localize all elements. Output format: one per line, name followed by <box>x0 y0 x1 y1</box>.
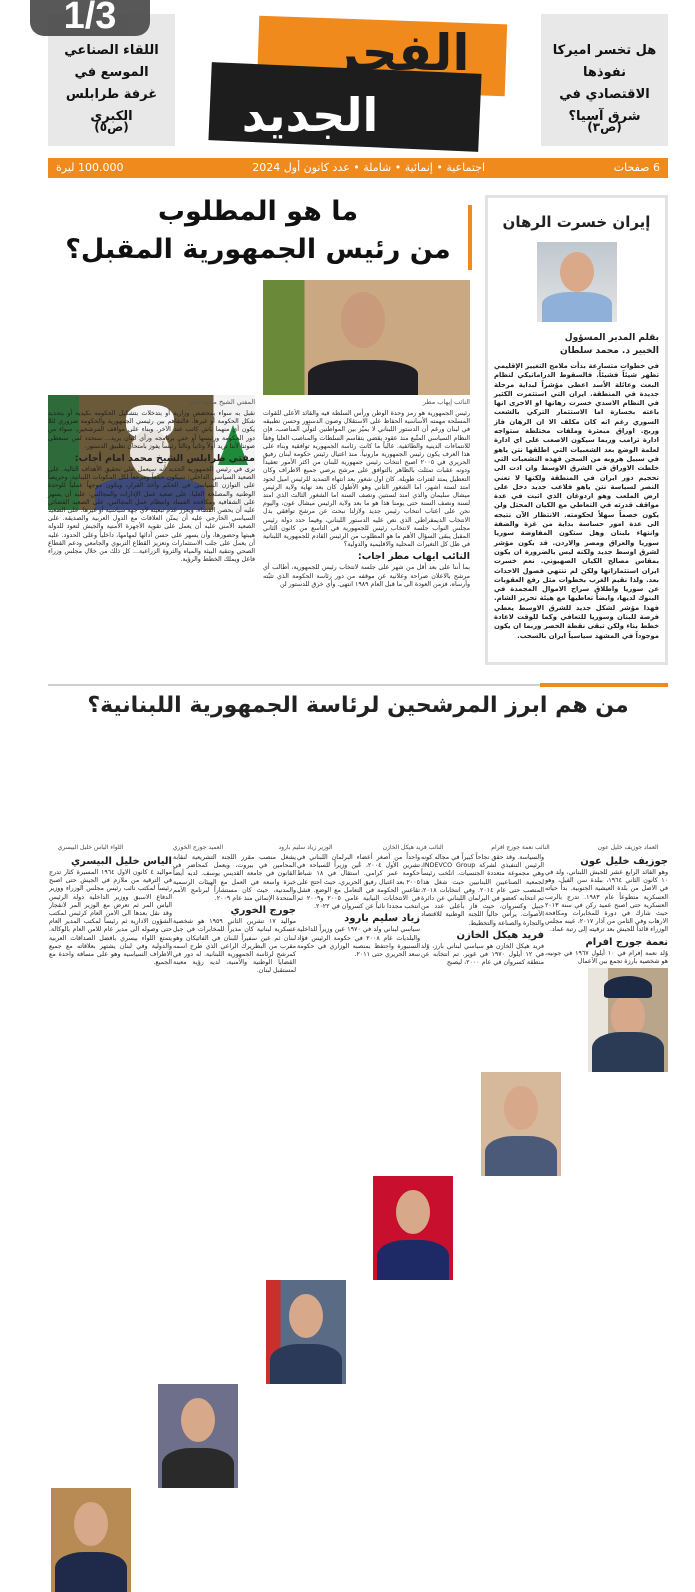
candidate-photo <box>373 1176 453 1280</box>
candidate-bio-column: يشغل منصب مقرر اللجنة التشريعية لنقابة المحامين في بيروت، ويعمل كمحاضر في القانون في جامعة القديس يوسف. لديه أيضاً خبرة واسعة في العمل مع الهيئات الرسمية والمدنية، حيث كان مستشاراً لبرنامج الأمم المتحدة الإنمائي منذ عام ٢٠٠٩. جورج الخوري مواليد ١٧ تشرين الثاني ١٩٥٩ هو شخصية عسكرية لبنانية كان مديراً للمخابرات في جبل لبنان ثم عين سفيراً للبنان في الفاتيكان وهو مقرب من البطريرك الراعي الذي طرح اسمه كمرشح لرئاسة الجمهورية اللبنانية. له دور في القضايا الوطنية والأمنية، لديه رؤية معينة لمستقبل لبنان. <box>173 854 296 975</box>
photo-ihab-matar <box>263 280 470 395</box>
candidate-caption: الوزير زياد سليم بارود <box>278 844 333 851</box>
masthead-logo-line1: الفجر <box>330 24 470 82</box>
teaser-page: (ص٣) <box>587 120 622 134</box>
author-photo <box>537 242 617 322</box>
candidate-bio-column: الياس خليل البيسري مواليد ٤ كانون الاول ١٩٦٤ المسيرة كثار تدرج في الترقية من ملازم في الجيش حتى اصبح رئيساً لمكتب نائب رئيس مجلس الوزراء ووزير الدفاع الاسبق ووزير الداخلية دولة الرئيس الياس المر ثم تعرض مع الوزير المر لانفجار وقد نقل بعدها الى الامن العام كرئيس لمكتب الشؤون الادارية ثم رئيساً لمكتب المدير العام حتى وصوله الى مدير عام للامن العام بالوكالة. يتمتع اللواء بيسري بافضل الصداقات العربية والدولية وفي لبنان يشتهر بعلاقاته مع جميع الاطراف السياسية وهو على مسافة واحدة مع الجميع. <box>49 856 172 967</box>
candidate-name: جورج الخوري <box>230 905 296 917</box>
candidate-name: فريد هيكل الخازن <box>456 929 544 941</box>
teaser-right[interactable] <box>541 14 668 146</box>
candidates-headline[interactable]: من هم ابرز المرشحين لرئاسة الجمهورية اللبنانية؟ <box>87 693 629 718</box>
candidate-photo <box>51 1488 131 1592</box>
teaser-title: هل تخسر اميركا نفوذها الاقتصادي في شرق آسيا؟ <box>552 43 657 124</box>
candidate-bio-column: والسياسة. وقد حقق نجاحاً كبيراً في مجاله كونه الرئيس التنفيذي لشركة INDEVCO Group، وهي مجموعة متعددة الجنسيات. انتُخب رئيساً لجمعية الصناعيين اللبنانيين حيث شغل هذا المنصب حتى عام ٢٠١٤. وفي انتخابات ٢٠١٨، تم انتخابه كعضو في البرلمان اللبناني عن دائرة جبيل وكسروان، حيث فاز بأعلى عدد من الأصوات. يرأس حالياً اللجنة الوطنية للاقتصاد والتجارة والصناعة والتخطيط. فريد هيكل الخازن فريد هيكل الخازن هو سياسي لبناني بارز، وُلد في ١٢ أيلول ١٩٧٠ في غوير. تم انتخابه عن منطقة كسروان في عام ٢٠٠٠، ليصبح <box>421 854 545 967</box>
candidate-name: زياد سليم بارود <box>344 913 420 925</box>
candidate-name: جوزيف خليل عون <box>580 856 668 867</box>
candidate-caption: النائب فريد هيكل الخازن <box>382 844 444 851</box>
candidate-photo <box>588 968 668 1072</box>
section-divider-accent <box>540 683 668 687</box>
candidate-bio-column: واحداً من أصغر أعضاء البرلمان اللبناني في تشرين الأول ٢٠٠٤، عُين وزيراً للسياحة في حكومة عمر كرامي. استقال في ١٨ شباط ٢٠٠٥ بعد اغتيال رفيق الحريري، حيث احتج على تقاعس الحكومة في التعامل مع الوضع. فشل في الانتخابات النيابية عامي ٢٠٠٥ و٢٠٠٩ ثم انتخب مجددا نائباً عن كسروان في ٢٠٢٢. زياد سليم بارود سياسي لبناني ولد في ١٩٧٠ عين وزيراً للداخلية والبلديات عام ٢٠٠٨ في حكومة الرئيس فؤاد السنيورة واحتفظ بمنصبه الوزاري في حكومة سعد الحريري حتى ٢٠١١. <box>297 854 421 959</box>
candidate-name: نعمة جورج افرام <box>585 936 668 948</box>
matar-answer: بما أننا على بعد أقل من شهر على جلسة لانتخاب رئيس للجمهورية، أطالب أي مرشح بالاعلان صراحة وعلانية عن موقفه من دور رئاسة الحكومة الذي تثبّته وأرساه، فزمن العودة الى ما قبل العام ١٩٨٩ انتهى. وأي خرق للدستور لن <box>263 564 470 588</box>
main-headline[interactable]: ما هو المطلوب من رئيس الجمهورية المقبل؟ <box>65 196 451 265</box>
candidate-caption: العماد جوزيف خليل عون <box>597 844 659 851</box>
editorial-sidebar <box>485 195 668 665</box>
subheading-imam: مفتي طرابلس الشيخ محمد امام أجاب: <box>74 453 255 465</box>
candidate-photo <box>266 1280 346 1384</box>
candidate-caption: النائب نعمة جورج افرام <box>491 844 550 851</box>
tagline: اجتماعية • إنمائية • شاملة • عدد كانون أول 2024 <box>252 161 485 174</box>
candidate-photo <box>481 1072 561 1176</box>
page-counter-badge: 1/3 <box>30 0 150 36</box>
teaser-title: اللقاء الصناعي الموسع في غرفة طرابلس الكبرى <box>64 43 159 124</box>
sidebar-body: في خطوات متسارعة بدأت ملامح التغيير الإقليمي تظهر شيئاً فشيئاً. فالسقوط الدراماتيكي لنظام البعث وعائلة الأسد اعطى مؤشراً لبداية مرحلة جديدة في المنطقة. ايران التي استثمرت الكثير في النظام الاسدي خسرت رهانها او الاحرى انها باعته بخسارة اما الاستثمار التركي بالشعب السوري رغم انه كان مكلف الا ان الرهان فاز وربح. اوراق مبعثرة وملفات مختلطة ستواجه ادارة ترامب وربما سيكون الاصعب على اي ادارة لعلمة الوضع بعد الشعبيات التي اطلقها نتن ياهو في سبيل هروبه من السجن فهذه التشعبات التي خلطت الاوراق في الشرق الاوسط وان ادت الى تحجيم دور ايران في المنطقة ولكنها لا تعني النصر لسياسة نتن ياهو فلاعب جديد دخل على ارض الملعب وهو اردوغان الذي اثبت في عدة مواقف قدرته في التعاطي مع الكيان المحتل ولن يكون خصماً سهلاً لحكومته. الانتظار الآن نتيجه الى عدة امور حساسة بداية من غزة والضفة وانتهاء بلبنان وهل ستكون المفاوضة سوريا سوريا والعراق ومصر والاردن. قد يكون مؤشر لشرق اوسط جديد ولكنه ليس بالضرورة ان يكون بمقاس مصالح الكيان الصهيوني. نعم خسرت ايران استثماراتها ولكن لم تنتهي فصول الاحداث بعد. ولذا نقيم الغرب بخطوات مثل رفع العقوبات عن سوريا واطلاق سراح الاموال المجمدة في البنوك لديها، وايضاً تعاطيها مع هيئة تحرير الشام. فهذا مؤشر لشكل جديد للشرق الاوسط يعطي فرصة للبنان وسوريا للتعافي وكما للوقت لاعادة خطط بناء ولكن تبقى نقطة الحصر وربما ان يكون موجوداً في المشهد سياسياً ايران بالسحب. <box>494 362 659 640</box>
teaser-page: (ص٥) <box>94 120 129 134</box>
candidate-bio-column: جوزيف خليل عون وهو القائد الرابع عشر للجيش اللبناني، ولد في ١٠ كانون الثاني ١٩٦٤، ببلدة سن الفيل، وهو في الاصل من بلدة العيشية الجنوبية. بدأ حياته العسكرية متطوعاً عام ١٩٨٣. تدرج بالرتب العسكرية حتى اصبح عميد ركن في سنة ٢٠١٣ حيث شارك في دورة للمخابرات ومكافحة الارهاب وفي الثامن من آذار ٢٠١٧، عينه مجلس الوزراء قائداً للجيش بعد ترقيته إلى رتبة عماد. نعمة جورج افرام وُلد نعمة إفرام في ١٠ أيلول ١٩٦٧ في جونيه، هو شخصية بارزة تجمع بين الأعمال <box>545 856 669 965</box>
candidate-caption: اللواء الياس خليل البيسري <box>57 844 124 851</box>
candidate-name: الياس خليل البيسري <box>71 856 172 867</box>
article-column-left: نقبل به سواء بمحصص وزارية أو بتدخلات بتشكيل الحكومة بكيدية أو بتحديد شكل الحكومة أو غيرها. فالتفاهم بين رئيسي الجمهورية والحكومة ضروري لئلا يكون أي منهما باش كاتب عند الآخر. وبناء على مواقف المرشحين، سواء من دور الحكومة ورئيسها أو حتى برنامجه ورأي لبنان يريد... سنحدد لمن سنعطي صوتنا لأننا نريد أولاً وثانياً وثالثاً رئيساً يفوز بامتحان تطبيق الدستور. مفتي طرابلس الشيخ محمد امام أجاب: نرى في رئيس الجمهورية الجديد أنه سيعمل على تحقيق الأهداف التالية. على الصعيد السياسي الداخلي: سيكون حكَماً ومرجعاً لكل المكونات اللبنانية، وحريصاً على التوازن السياسي في الحكم وأخذ القرار، ويكون موجهاً عملياً للوحدة الوطنية والمصلحة العليا. على صعيد عمل الإدارات والمجالس: عليه أن يسهر على الشفافية ومكافحة الفساد وانتظام عمل المجالس. على الصعيد القضائي عليه أن يحصن القضاء، ويعزز عدم تبعيته لأي جهة سياسية أو غيرها. على الصعيد السياسي الخارجي عليه أن يمتّن العلاقات مع الدول العربية والصديقة. على الصعيد الأمني عليه أن يعمل على تقوية الأجهزة الأمنية والجيش لتعود للدولة هيبتها وحضورها، وأن يسهر على حسن أدائها لمهامها، داخلياً وعلى الحدود. عليه أن يعمل على جلب الاستثمارات وتعزيز القطاع التربوي والجامعي ودعم القطاع الصحي وتنقية البيئة والمياه والثروة الزراعية... كل ذلك من خلال مجلس وزراء فاعل ويملك الخطط والرؤية. <box>48 410 255 564</box>
subheading-matar: النائب ايهاب مطر اجاب: <box>357 551 470 563</box>
page-count: 6 صفحات <box>613 161 660 174</box>
price: 100.000 ليرة <box>56 161 124 174</box>
sidebar-title: إيران خسرت الرهان <box>502 213 651 231</box>
accent-bar <box>468 205 472 270</box>
candidate-photo <box>158 1384 238 1488</box>
article-column-right: رئيس الجمهورية هو رمز وحدة الوطن ورأس السلطة فيه والقائد الأعلى للقوات المسلحة مهمته الأساسية الحفاظ على الاستقلال وصون الدستور وحسن تطبيقه في لبنان ورغم أن الدستور اللبناني لا يميّز بين المواطنين لتولّي المناصب، فإن النظام السياسي المتّبع منذ عقود يقضي بتقاسم السلطات والمناصب العليا وفقاً للانتماءات الدينية والطائفية. غالباً ما كانت رئاسة الجمهورية توافقية وبناء على هذا العرف يكون رئيس الجمهورية مارونياً. منذ اغتيال رئيس حكومة لبنان رفيق الحريري في ٢٠٠٥ اصبح انتخاب رئيس جمهورية للبنان من اكثر الأمور تعقيداً ودونه عقبات تمثلت بالظاهر بالتوافق على مرشح يرضي جميع الاطراف وكان التعطيل يمتد لفترات طويلة. كان اول شغور بعد انتهاء التمديد للرئيس اميل لحود امتد لستة اشهر، اما الشغور الثاني وهو الأطول كان بعد نهاية ولاية الرئيس ميشال سليمان والذي امتد لسنتين ونصف السنة اما الشغور الثالث الذي امتد لسنة ونصف السنة حتى يومنا هذا هو ما بعد ولاية الرئيس ميشال عون، واليوم نحن على اعتاب انتخاب رئيس جديد ولازلنا نبحث عن مرشح توافقي بدل الانتخاب الديمقراطي الذي نص عليه الدستور اللبناني، وفيما حدد دولة رئيس مجلس النواب جلسة لانتخاب رئيس للجمهورية في التاسع من كانون الثاني المقبل يبقى السؤال الأهم ما هو المطلوب من الرئيس القادم للجمهورية اللبنانية في ظل كل التغيرات المحلية والاقليمية والدولية؟ النائب ايهاب مطر اجاب: بما أننا على بعد أقل من شهر على جلسة لانتخاب رئيس للجمهورية، أطالب أي مرشح بالاعلان صراحة وعلانية عن موقفه من دور رئاسة الحكومة الذي تثبّته وأرساه، فزمن العودة الى ما قبل العام ١٩٨٩ انتهى. وأي خرق للدستور لن <box>263 410 471 588</box>
candidate-caption: العميد جورج الخوري <box>172 844 224 851</box>
byline: بقلم المدير المسؤول الخبير د. محمد سلطان <box>560 333 659 356</box>
masthead-logo-line2: الجديد <box>241 88 379 142</box>
info-strip <box>48 158 668 178</box>
photo-caption: النائب إيهاب مطر <box>422 398 470 406</box>
photo-caption: المفتي الشيخ محمد إمام <box>188 398 255 406</box>
